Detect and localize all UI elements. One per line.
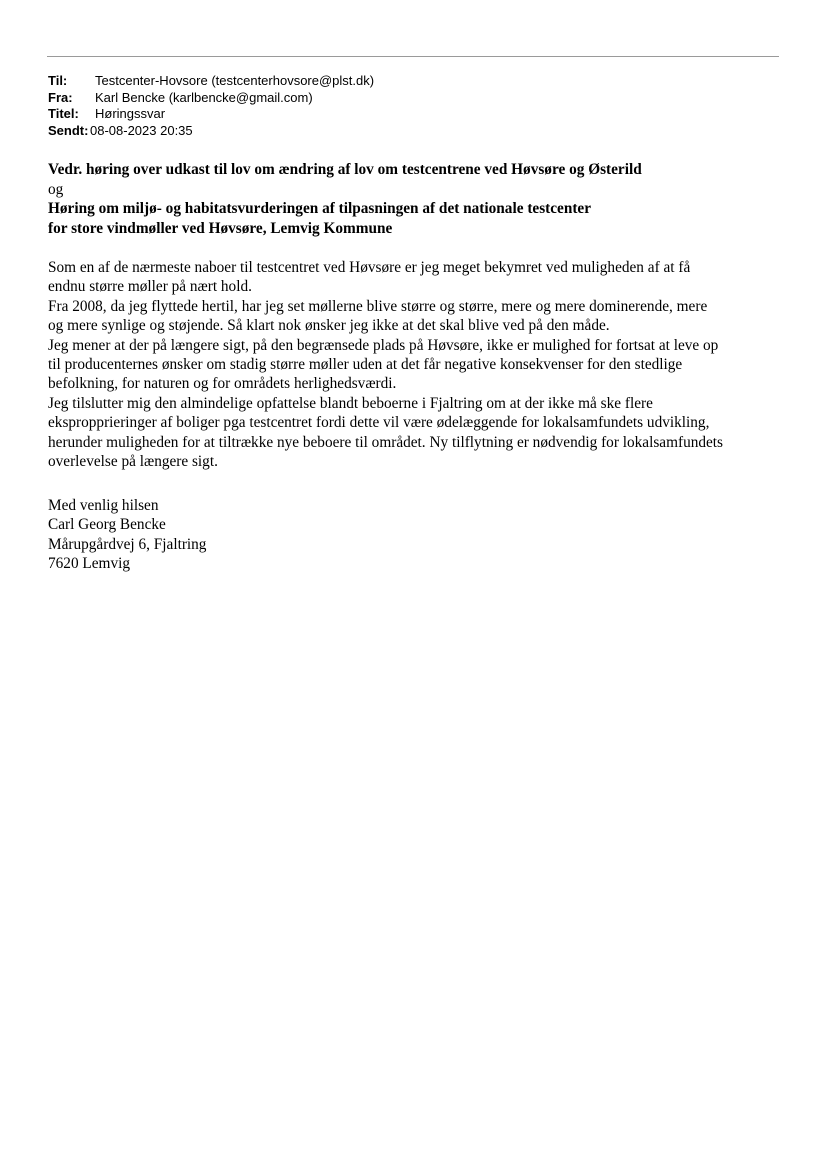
- top-divider: [47, 56, 779, 57]
- sent-label: Sendt:: [48, 122, 89, 138]
- header-row-from: [48, 90, 374, 107]
- signature-block: [48, 496, 206, 574]
- sent-value: 08-08-2023 20:35: [90, 122, 193, 138]
- email-header: [48, 73, 374, 139]
- title-value: Høringssvar: [95, 106, 166, 121]
- body-line: Jeg tilslutter mig den almindelige opfattelse blandt beboerne i Fjaltring om at der ikke må ske flere: [48, 394, 653, 412]
- title-label: Titel:: [48, 106, 79, 121]
- body-line: til producenternes ønsker om stadig større møller uden at det får negative konsekvenser for den stedlige: [48, 356, 683, 374]
- subject-connector: og: [48, 180, 64, 198]
- body-line: overlevelse på længere sigt.: [48, 453, 218, 471]
- from-value: Karl Bencke (karlbencke@gmail.com): [95, 89, 313, 105]
- body-line: og mere synlige og støjende. Så klart nok ønsker jeg ikke at det skal blive ved på den måde.: [48, 317, 610, 335]
- body-line: ekspropprieringer af boliger pga testcentret fordi dette vil være ødelæggende for lokalsamfundets udvikling,: [48, 414, 710, 432]
- subject-line-1: Vedr. høring over udkast til lov om ændring af lov om testcentrene ved Høvsøre og Østerild: [48, 161, 642, 178]
- signature-greeting: Med venlig hilsen: [48, 497, 159, 514]
- to-value: Testcenter-Hovsore (testcenterhovsore@plst.dk): [95, 73, 375, 88]
- body-line: Fra 2008, da jeg flyttede hertil, har jeg set møllerne blive større og større, mere og mere dominerende, mere: [48, 297, 708, 315]
- letter-body: [48, 258, 783, 471]
- body-line: befolkning, for naturen og for områdets herlighedsværdi.: [48, 375, 397, 393]
- to-label: Til:: [48, 73, 68, 88]
- header-row-title: [48, 106, 374, 123]
- subject-line-2: Høring om miljø- og habitatsvurderingen af tilpasningen af det nationale testcenter: [48, 200, 592, 217]
- subject-block: [48, 160, 783, 238]
- body-line: Jeg mener at der på længere sigt, på den begrænsede plads på Høvsøre, ikke er mulighed for fortsat at leve op: [48, 336, 719, 354]
- header-row-to: [48, 73, 374, 90]
- signature-name: Carl Georg Bencke: [48, 516, 166, 534]
- signature-city: 7620 Lemvig: [48, 555, 130, 573]
- body-line: Som en af de nærmeste naboer til testcentret ved Høvsøre er jeg meget bekymret ved muligheden af at få: [48, 259, 691, 276]
- body-line: herunder muligheden for at tiltrække nye beboere til området. Ny tilflytning er nødvendig for lokalsamfundets: [48, 433, 724, 451]
- body-line: endnu større møller på nært hold.: [48, 278, 252, 296]
- subject-line-3: for store vindmøller ved Høvsøre, Lemvig Kommune: [48, 219, 393, 237]
- from-label: Fra:: [48, 89, 73, 105]
- signature-street: Mårupgårdvej 6, Fjaltring: [48, 535, 207, 553]
- header-row-sent: [48, 123, 374, 140]
